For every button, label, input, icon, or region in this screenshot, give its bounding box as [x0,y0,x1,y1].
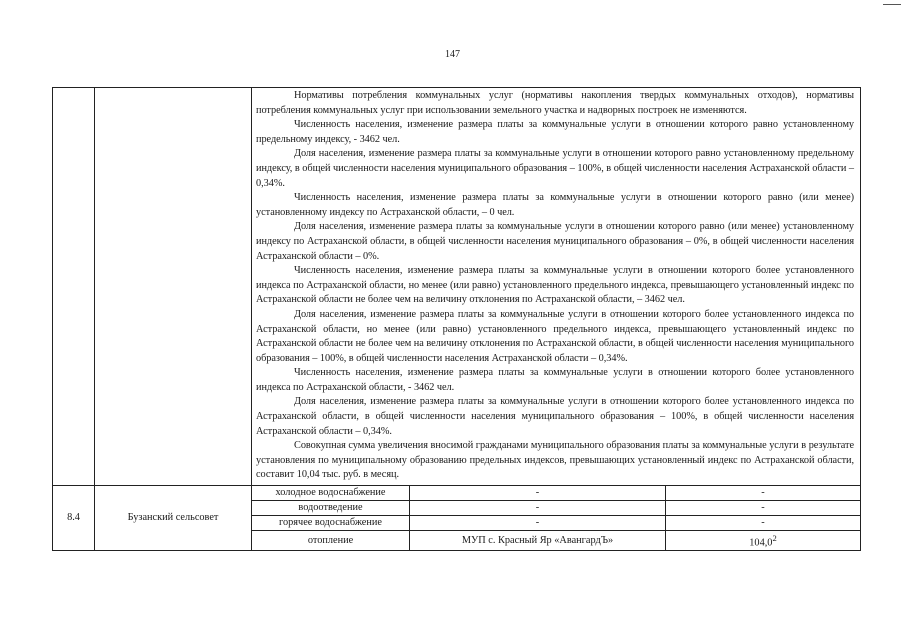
paragraph: Доля населения, изменение размера платы за коммунальные услуги в отношении которого равно (или менее) установленному индексу по Астраханской области, в общей численности населения муниципального образования – 0%, в общей численности населения Астраханской области – 0%. [256,221,855,262]
main-table [52,87,861,551]
service-value: - [666,501,861,516]
service-name: водоотведение [252,501,410,516]
paragraph: Доля населения, изменение размера платы за коммунальные услуги в отношении которого более установленного индекса по Астраханской области, но менее (или равно) установленного предельного индекса, превышающего установленный индекс по Астраханской области не более чем на величину отклонения по Астраханской области, в общей численности населения муниципального образования – 100%, в общей численности населения Астраханской области – 0,34%. [256,308,855,364]
paragraph: Нормативы потребления коммунальных услуг (нормативы накопления твердых коммунальных отходов), нормативы потребления коммунальных услуг при использовании земельного участка и надворных построек не изменяются. [256,90,855,116]
paragraph: Численность населения, изменение размера платы за коммунальные услуги в отношении которого более установленного индекса по Астраханской области, - 3462 чел. [256,367,855,393]
corner-mark [883,4,901,5]
paragraph: Численность населения, изменение размера платы за коммунальные услуги в отношении которого равно установленному предельному индексу, - 3462 чел. [256,119,855,145]
empty-name-cell [95,88,252,486]
text-row [53,88,861,486]
footnote-mark: 2 [772,533,777,544]
entry-number: 8.4 [53,486,95,551]
paragraph: Численность населения, изменение размера платы за коммунальные услуги в отношении которого равно (или менее) установленному индексу по Астраханской области, – 0 чел. [256,192,855,218]
service-value: - [666,516,861,531]
description-cell [252,88,861,486]
service-name: отопление [252,531,410,551]
service-provider: - [410,486,666,501]
service-name: горячее водоснабжение [252,516,410,531]
entry-name: Бузанский сельсовет [95,486,252,551]
service-value-cell [666,531,861,551]
paragraph: Численность населения, изменение размера платы за коммунальные услуги в отношении которого более установленного индекса по Астраханской области, но менее (или равно) установленного предельного индекса, превышающего установленный индекс по Астраханской области не более чем на величину отклонения по Астраханской области, – 3462 чел. [256,265,855,306]
empty-number-cell [53,88,95,486]
service-provider: МУП с. Красный Яр «АвангардЪ» [410,531,666,551]
table-row [53,486,861,501]
paragraph: Доля населения, изменение размера платы за коммунальные услуги в отношении которого более установленного индекса по Астраханской области, в общей численности населения муниципального образования – 100%, в общей численности населения Астраханской области – 0,34%. [256,396,855,437]
service-provider: - [410,501,666,516]
service-value: 104,0 [749,537,773,549]
page-number: 147 [445,49,460,60]
service-name: холодное водоснабжение [252,486,410,501]
paragraph: Совокупная сумма увеличения вносимой гражданами муниципального образования платы за коммунальные услуги в результате установления по муниципальному образованию предельных индексов, превышающих установленный индекс по Астраханской области, составит 10,04 тыс. руб. в месяц. [256,440,855,481]
service-provider: - [410,516,666,531]
service-value: - [666,486,861,501]
paragraph: Доля населения, изменение размера платы за коммунальные услуги в отношении которого равно установленному предельному индексу, в общей численности населения муниципального образования – 100%, в общей численности населения Астраханской области – 0,34%. [256,148,855,189]
